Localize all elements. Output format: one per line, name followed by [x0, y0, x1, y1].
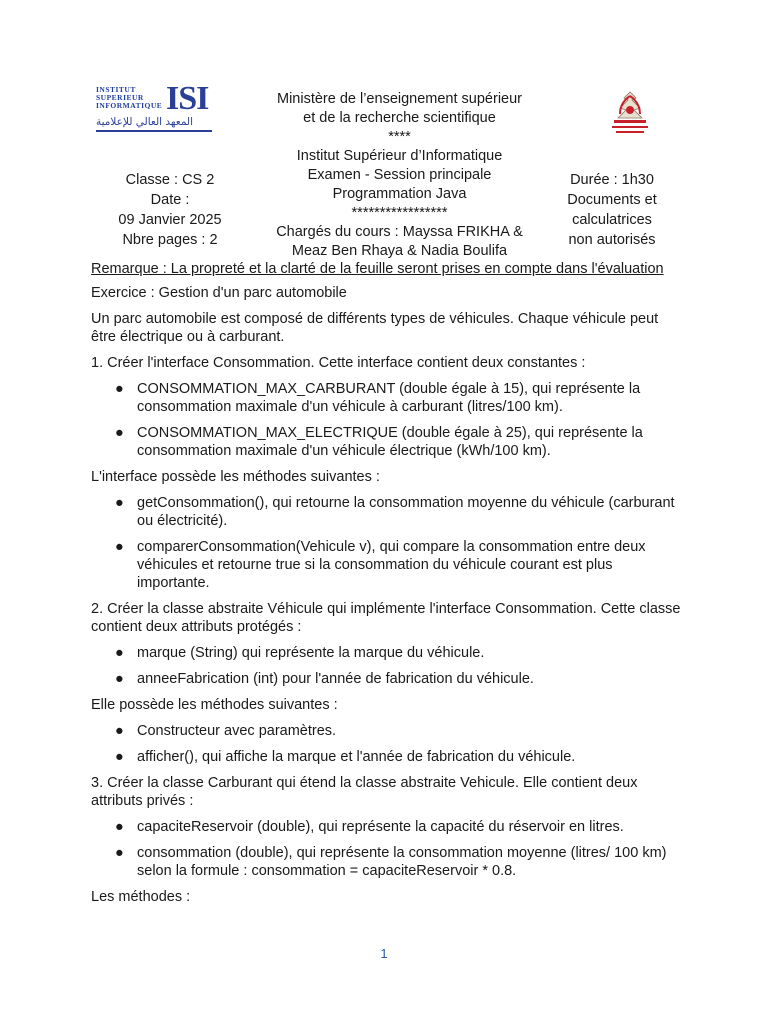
bullet-icon: ●	[115, 381, 124, 397]
page-number: 1	[380, 946, 388, 961]
list-item: ● getConsommation(), qui retourne la consommation moyenne du véhicule (carburant ou électricité).	[115, 495, 675, 529]
list-item: ● consommation (double), qui représente la consommation moyenne (litres/ 100 km) selon la formule : consommation = capaciteReservoir * 0.8.	[115, 845, 667, 879]
exam-meta-left	[100, 170, 240, 250]
bullet-icon: ●	[115, 425, 124, 441]
q1-constants-list	[91, 380, 681, 460]
ministry-line-1: Ministère de l’enseignement supérieur	[276, 91, 523, 107]
bullet-icon: ●	[115, 645, 124, 661]
exercise-title: Exercice : Gestion d'un parc automobile	[91, 285, 347, 301]
q3-methods-intro: Les méthodes :	[91, 889, 191, 905]
q2-methods-intro: Elle possède les méthodes suivantes :	[91, 697, 338, 713]
isi-logo-acronym: ISI	[166, 80, 209, 117]
instructors-line-2: Meaz Ben Rhaya & Nadia Boulifa	[291, 243, 508, 259]
isi-logo-arabic: المعهد العالي للإعلامية	[96, 116, 194, 128]
q2-methods-list	[91, 722, 681, 766]
separator-stars: ****	[388, 129, 411, 145]
question-2: 2. Créer la classe abstraite Véhicule qui implémente l'interface Consommation. Cette classe contient deux attributs protégés :	[91, 601, 681, 635]
instructors-line-1: Chargés du cours : Mayssa FRIKHA &	[276, 224, 523, 240]
date-value: 09 Janvier 2025	[118, 212, 222, 228]
duration: Durée : 1h30	[570, 172, 654, 188]
bullet-icon: ●	[115, 723, 124, 739]
instructors-line-2-clipped	[262, 242, 537, 259]
ministry-line-2: et de la recherche scientifique	[303, 110, 496, 126]
university-emblem-icon	[606, 88, 654, 138]
q1-methods-intro: L'interface possède les méthodes suivantes :	[91, 469, 380, 485]
list-item: ● afficher(), qui affiche la marque et l'année de fabrication du véhicule.	[115, 749, 576, 765]
intro-paragraph: Un parc automobile est composé de différents types de véhicules. Chaque véhicule peut être électrique ou à carburant.	[91, 311, 659, 345]
q1-methods-list	[91, 494, 681, 592]
exam-content	[91, 260, 681, 914]
list-item: ● capaciteReservoir (double), qui représente la capacité du réservoir en litres.	[115, 819, 624, 835]
exam-session: Examen - Session principale	[307, 167, 492, 183]
docs-line-2: calculatrices	[572, 212, 652, 228]
bullet-icon: ●	[115, 671, 124, 687]
class-label: Classe : CS 2	[125, 172, 215, 188]
isi-logo-underline	[96, 130, 212, 132]
list-item: ● anneeFabrication (int) pour l'année de fabrication du véhicule.	[115, 671, 534, 687]
list-item: ● marque (String) qui représente la marque du véhicule.	[115, 645, 485, 661]
exam-meta-right	[556, 170, 668, 250]
remark: Remarque : La propreté et la clarté de la feuille seront prises en compte dans l'évaluation	[91, 261, 664, 277]
course-name: Programmation Java	[332, 186, 467, 202]
list-item: ● CONSOMMATION_MAX_CARBURANT (double égale à 15), qui représente la consommation maximale d'un véhicule à carburant (litres/100 km).	[115, 381, 641, 415]
bullet-icon: ●	[115, 845, 124, 861]
question-1: 1. Créer l'interface Consommation. Cette interface contient deux constantes :	[91, 355, 586, 371]
institute-name: Institut Supérieur d’Informatique	[296, 148, 503, 164]
header-center	[262, 90, 537, 259]
list-item: ● Constructeur avec paramètres.	[115, 723, 337, 739]
bullet-icon: ●	[115, 539, 124, 555]
separator-long-stars: *****************	[351, 205, 448, 221]
date-label: Date :	[150, 192, 190, 208]
q2-attributes-list	[91, 644, 681, 688]
bullet-icon: ●	[115, 495, 124, 511]
university-logo	[606, 88, 654, 138]
docs-line-1: Documents et	[567, 192, 657, 208]
isi-logo	[96, 80, 216, 134]
docs-line-3: non autorisés	[568, 232, 656, 248]
question-3: 3. Créer la classe Carburant qui étend la classe abstraite Vehicule. Elle contient deux attributs privés :	[91, 775, 638, 809]
bullet-icon: ●	[115, 749, 124, 765]
isi-logo-small-text: INSTITUT SUPERIEUR INFORMATIQUE	[96, 85, 163, 110]
q3-attributes-list	[91, 818, 681, 880]
bullet-icon: ●	[115, 819, 124, 835]
page-count: Nbre pages : 2	[122, 232, 218, 248]
list-item: ● CONSOMMATION_MAX_ELECTRIQUE (double égale à 25), qui représente la consommation maximale d'un véhicule électrique (kWh/100 km).	[115, 425, 643, 459]
list-item: ● comparerConsommation(Vehicule v), qui compare la consommation entre deux véhicules et retourne true si la consommation du véhicule courant est plus importante.	[115, 539, 646, 591]
